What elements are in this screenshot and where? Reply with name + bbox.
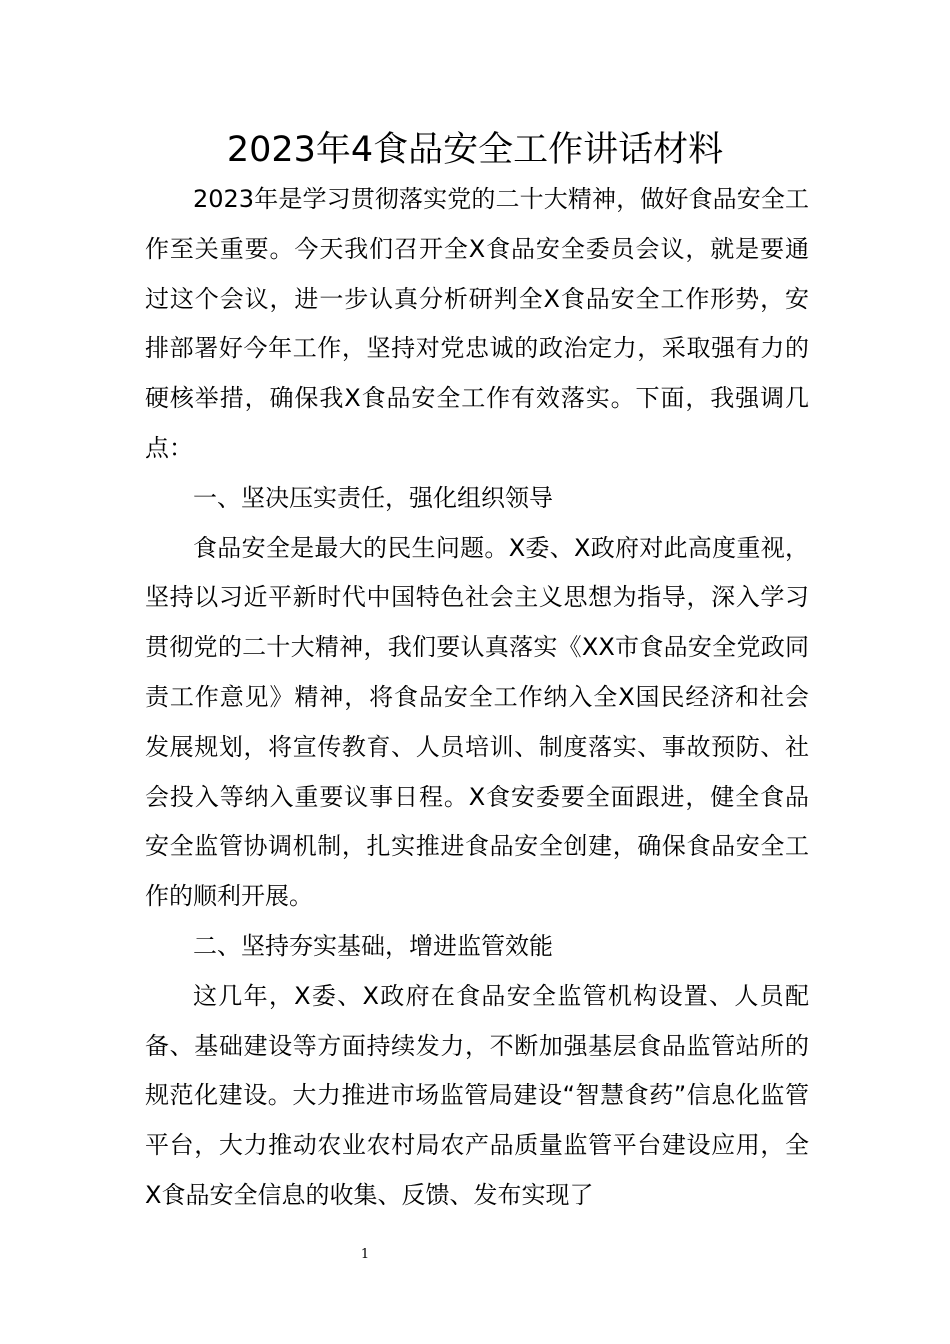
document-body [145,175,809,1221]
document-title: 2023年4食品安全工作讲话材料 [226,130,724,170]
paragraph-section-2: 这几年，X委、X政府在食品安全监管机构设置、人员配备、基础建设等方面持续发力，不断加强基层食品监管站所的规范化建设。大力推进市场监管局建设“智慧食药”信息化监管平台，大力推动农业农村局农产品质量监管平台建设应用，全X食品安全信息的收集、反馈、发布实现了 [145,981,809,1209]
paragraph-intro: 2023年是学习贯彻落实党的二十大精神，做好食品安全工作至关重要。今天我们召开全X食品安全委员会议，就是要通过这个会议，进一步认真分析研判全X食品安全工作形势，安排部署好今年工作，坚持对党忠诚的政治定力，采取强有力的硬核举措，确保我X食品安全工作有效落实。下面，我强调几点： [145,185,809,462]
section-heading-1: 一、坚决压实责任，强化组织领导 [193,483,553,512]
section-heading-2: 二、坚持夯实基础，增进监管效能 [193,931,553,960]
page-number: 1 [360,1247,370,1262]
paragraph-section-1: 食品安全是最大的民生问题。X委、X政府对此高度重视，坚持以习近平新时代中国特色社会主义思想为指导，深入学习贯彻党的二十大精神，我们要认真落实《XX市食品安全党政同责工作意见》精神，将食品安全工作纳入全X国民经济和社会发展规划，将宣传教育、人员培训、制度落实、事故预防、社会投入等纳入重要议事日程。X食安委要全面跟进，健全食品安全监管协调机制，扎实推进食品安全创建，确保食品安全工作的顺利开展。 [145,533,809,911]
